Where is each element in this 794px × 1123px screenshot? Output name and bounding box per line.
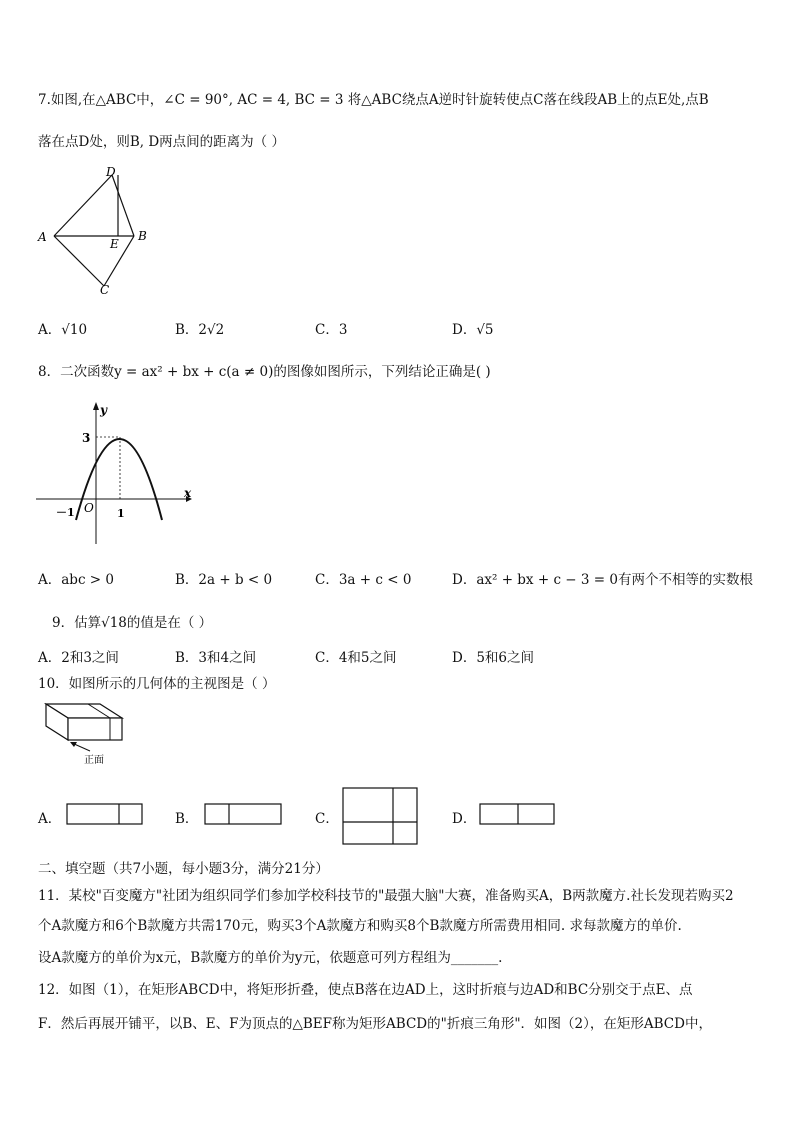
q11-line2: 个A款魔方和6个B款魔方共需170元，购买3个A款魔方和购买8个B款魔方所需费用相同. 求每款魔方的单价. [38,918,682,934]
q9-option-c[interactable]: C．4和5之间 [315,650,397,666]
q7-triangle-figure [30,160,160,300]
q9-option-a[interactable]: A．2和3之间 [38,650,119,666]
label-three: 3 [82,431,91,445]
q10-option-d-figure[interactable] [478,802,556,826]
label-a: A [38,230,47,244]
q8-option-c[interactable]: C．3a + c < 0 [315,572,412,588]
q7-option-a[interactable]: A．√10 [38,322,88,338]
q10-solid-figure [40,696,140,768]
q10-option-c[interactable]: C． [315,811,339,827]
label-d: D [106,165,116,179]
q8-option-b[interactable]: B．2a + b < 0 [175,572,273,588]
q7-option-d[interactable]: D．√5 [452,322,494,338]
segment-cb [104,236,134,286]
q10-option-d[interactable]: D． [452,811,477,827]
q9-option-d[interactable]: D．5和6之间 [452,650,535,666]
label-b: B [138,229,147,243]
front-label: 正面 [84,755,104,766]
q8-option-d[interactable]: D．ax² + bx + c − 3 = 0有两个不相等的实数根 [452,572,753,588]
label-neg-one: －1 [56,506,75,519]
q8-stem: 8．二次函数y = ax² + bx + c(a ≠ 0)的图像如图所示，下列结论正确是( ) [38,364,491,380]
q7-option-b[interactable]: B．2√2 [175,322,225,338]
q11-line1: 11．某校"百变魔方"社团为组织同学们参加学校科技节的"最强大脑"大赛，准备购买A，B两款魔方.社长发现若购买2 [38,888,734,904]
label-e: E [110,237,119,251]
q9-stem: 9．估算√18的值是在（ ） [52,615,213,631]
label-y: y [100,403,107,417]
segment-ac [54,236,104,286]
q7-option-c[interactable]: C．3 [315,322,348,338]
q11-line3: 设A款魔方的单价为x元，B款魔方的单价为y元，依题意可列方程组为_______. [38,950,503,966]
q10-option-c-figure[interactable] [341,786,419,846]
q10-option-a[interactable]: A． [38,811,62,827]
section2-title: 二、填空题（共7小题，每小题3分，满分21分） [38,861,329,877]
segment-db [112,175,134,236]
q9-option-b[interactable]: B．3和4之间 [175,650,257,666]
label-origin: O [84,501,94,515]
q12-line2: F．然后再展开铺平，以B、E、F为顶点的△BEF称为矩形ABCD的"折痕三角形"．如图（2），在矩形ABCD中， [38,1016,712,1032]
label-x: x [184,486,192,500]
q7-stem-line2: 落在点D处，则B, D两点间的距离为（ ） [38,134,285,150]
label-one: 1 [117,507,125,520]
q12-line1: 12．如图（1），在矩形ABCD中，将矩形折叠，使点B落在边AD上，这时折痕与边AD和BC分别交于点E、点 [38,982,693,998]
q8-parabola-graph [34,398,204,548]
front-face [68,718,122,740]
label-c: C [100,283,110,297]
y-axis-arrow [93,402,99,410]
q10-option-b-figure[interactable] [203,802,283,826]
segment-ad [54,175,112,236]
q7-stem-line1: 7.如图,在△ABC中，∠C = 90°, AC = 4, BC = 3 将△ABC绕点A逆时针旋转使点C落在线段AB上的点E处,点B [38,92,709,108]
q8-option-a[interactable]: A．abc > 0 [38,572,114,588]
q10-option-b[interactable]: B． [175,811,199,827]
q10-stem: 10．如图所示的几何体的主视图是（ ） [38,676,276,692]
q10-option-a-figure[interactable] [66,802,144,826]
